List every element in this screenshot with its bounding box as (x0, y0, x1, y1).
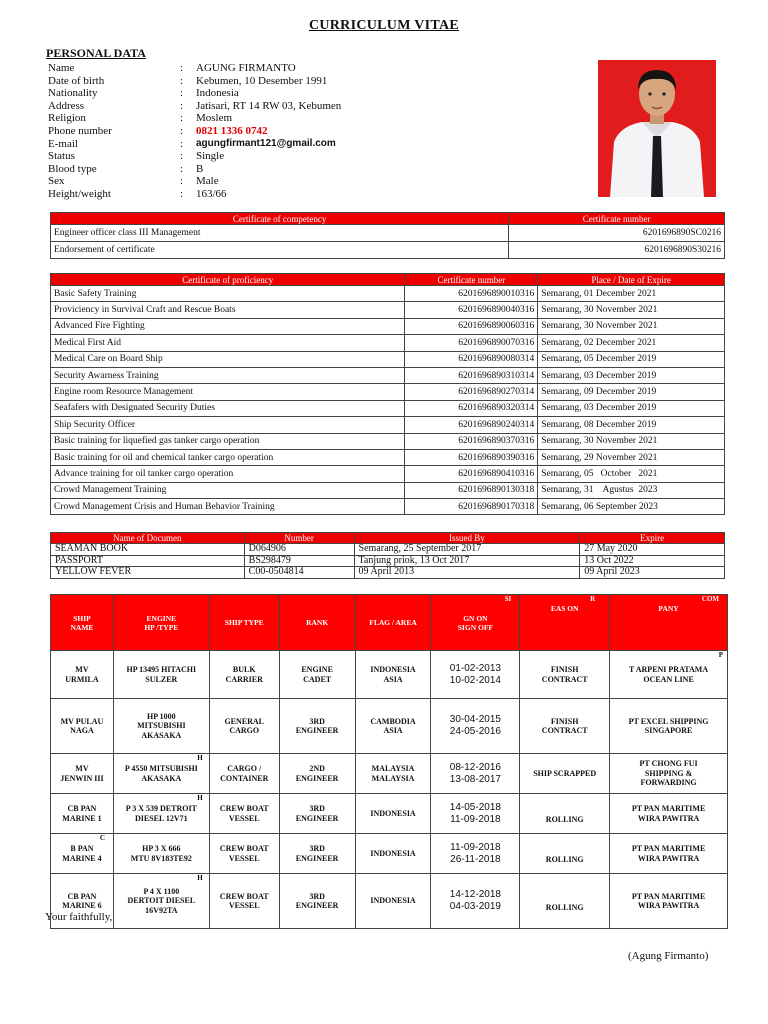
ship-type-cell (209, 794, 279, 834)
table-cell: Basic training for liquefied gas tanker cargo operation (51, 433, 405, 449)
company-cell (610, 651, 728, 699)
ship-name-cell (51, 754, 114, 794)
sign-on-date: 30-04-2015 (449, 714, 501, 725)
table-cell: 6201696890070316 (405, 335, 538, 351)
table-cell: 6201696890410316 (405, 466, 538, 482)
table-cell: Semarang, 31 Agustus 2023 (538, 482, 725, 498)
sign-on-date: 11-09-2018 (450, 841, 501, 853)
personal-row (48, 87, 341, 100)
documents-table (50, 532, 725, 579)
table-cell: Crowd Management Training (51, 482, 405, 498)
column-header: Expire (580, 533, 725, 544)
table-cell: Ship Security Officer (51, 417, 405, 433)
flag-area-cell (355, 651, 431, 699)
header-company (610, 595, 728, 651)
ship-name: B PAN MARINE 4 (62, 844, 102, 863)
table-cell: D064906 (244, 544, 354, 556)
flag-area: INDONESIA (370, 808, 416, 818)
header-company-label: PANY (658, 604, 679, 613)
table-cell: Engine room Resource Management (51, 384, 405, 400)
engine-type: P 4550 MITSUBISHI AKASAKA (124, 764, 198, 783)
table-cell: SEAMAN BOOK (51, 544, 245, 556)
company-cell (610, 834, 728, 874)
header-sign-label: GN ON SIGN OFF (457, 613, 493, 632)
table-cell: Semarang, 09 December 2019 (538, 384, 725, 400)
header-reason (520, 595, 610, 651)
table-row (51, 482, 725, 498)
engine-cell (113, 754, 209, 794)
sign-on-date: 08-12-2016 (449, 761, 501, 773)
table-cell: Engineer officer class III Management (51, 225, 509, 242)
table-cell: 09 April 2013 (354, 567, 580, 579)
sign-dates-cell (431, 834, 520, 874)
rank-cell (279, 834, 355, 874)
field-label: Nationality (48, 87, 98, 100)
personal-row (48, 112, 341, 125)
field-label: Height/weight (48, 187, 111, 200)
header-sign-fragment: SI (504, 595, 512, 603)
company-cell (610, 874, 728, 929)
table-cell: 6201696890080314 (405, 351, 538, 367)
field-colon: : (180, 175, 184, 188)
flag-area-cell (355, 874, 431, 929)
personal-row (48, 125, 341, 138)
signature-name: (Agung Firmanto) (628, 950, 709, 962)
table-cell: 6201696890390316 (405, 449, 538, 465)
ship-type: GENERAL CARGO (224, 716, 264, 735)
personal-data-list (48, 62, 341, 201)
proficiency-table (50, 273, 725, 515)
table-cell: Semarang, 25 September 2017 (354, 544, 580, 556)
field-colon: : (180, 62, 184, 74)
table-cell: Semarang, 05 October 2021 (538, 466, 725, 482)
table-cell: 6201696890240314 (405, 417, 538, 433)
sea-service-table (50, 594, 728, 929)
table-cell: Basic Safety Training (51, 286, 405, 302)
field-colon: : (180, 124, 184, 137)
ship-type-cell (209, 834, 279, 874)
rank: 3RD ENGINEER (295, 844, 339, 863)
personal-row (48, 138, 341, 151)
engine-type: HP 1000 MITSUBISHI AKASAKA (137, 711, 186, 740)
field-colon: : (180, 150, 184, 163)
column-header: Number (244, 533, 354, 544)
rank-cell (279, 651, 355, 699)
table-cell: 6201696890060316 (405, 318, 538, 334)
ship-name: MV PULAU NAGA (60, 716, 104, 735)
table-cell: Medical First Aid (51, 335, 405, 351)
closing-text: Your faithfully, (45, 911, 113, 923)
reason-cell (520, 754, 610, 794)
ship-type: CREW BOAT VESSEL (219, 891, 269, 910)
sign-off-date: 10-02-2014 (449, 674, 501, 686)
reason: FINISH CONTRACT (541, 716, 588, 735)
field-label: E-mail (48, 137, 78, 150)
table-cell: Security Awarness Training (51, 367, 405, 383)
table-cell: 6201696890270314 (405, 384, 538, 400)
header-flag-area: FLAG / AREA (355, 595, 431, 651)
table-cell: Semarang, 02 December 2021 (538, 335, 725, 351)
table-cell: 6201696890310314 (405, 367, 538, 383)
engine-cell (113, 874, 209, 929)
rank: 2ND ENGINEER (295, 764, 339, 783)
competency-table (50, 212, 725, 259)
header-company-fragment: COM (701, 595, 719, 603)
personal-row (48, 150, 341, 163)
rank-cell (279, 699, 355, 754)
table-cell: Semarang, 05 December 2019 (538, 351, 725, 367)
table-cell: PASSPORT (51, 555, 245, 567)
field-colon: : (180, 162, 184, 175)
field-value: Jatisari, RT 14 RW 03, Kebumen (196, 99, 342, 112)
table-cell: 27 May 2020 (580, 544, 725, 556)
sea-row (51, 754, 728, 794)
sea-row (51, 834, 728, 874)
reason-cell (520, 699, 610, 754)
reason: FINISH CONTRACT (541, 665, 588, 684)
table-cell: Semarang, 30 November 2021 (538, 302, 725, 318)
sign-off-date: 04-03-2019 (449, 901, 501, 912)
table-row (51, 335, 725, 351)
rank-cell (279, 874, 355, 929)
engine-type: HP 13495 HITACHI SULZER (126, 665, 197, 684)
flag-area: INDONESIA (370, 848, 416, 858)
field-label: Blood type (48, 162, 97, 175)
table-cell: Crowd Management Crisis and Human Behavior Training (51, 499, 405, 515)
table-cell: 6201696890130318 (405, 482, 538, 498)
sign-off-date: 26-11-2018 (450, 853, 501, 865)
engine-cell (113, 834, 209, 874)
engine-fragment: H (197, 874, 203, 882)
table-cell: Semarang, 08 December 2019 (538, 417, 725, 433)
flag-area: MALAYSIA MALAYSIA (371, 764, 415, 783)
table-row (51, 417, 725, 433)
flag-area: INDONESIA ASIA (370, 665, 416, 684)
table-cell: 09 April 2023 (580, 567, 725, 579)
table-row (51, 400, 725, 416)
company-cell (610, 754, 728, 794)
field-value: Kebumen, 10 Desember 1991 (196, 74, 328, 87)
sign-dates-cell (431, 699, 520, 754)
rank: 3RD ENGINEER (295, 716, 339, 735)
field-value: AGUNG FIRMANTO (196, 62, 296, 74)
table-row (51, 286, 725, 302)
table-cell: 6201696890SC0216 (509, 225, 725, 242)
field-label: Sex (48, 175, 65, 188)
sign-on-date: 01-02-2013 (449, 662, 501, 674)
table-cell: 6201696890320314 (405, 400, 538, 416)
table-cell: Semarang, 06 September 2023 (538, 499, 725, 515)
field-value: 0821 1336 0742 (196, 124, 268, 137)
sea-row (51, 794, 728, 834)
flag-area-cell (355, 834, 431, 874)
personal-row (48, 100, 341, 113)
table-cell: 6201696890170318 (405, 499, 538, 515)
header-engine: ENGINE HP /TYPE (113, 595, 209, 651)
column-header: Name of Documen (51, 533, 245, 544)
table-cell: Tanjung priok, 13 Oct 2017 (354, 555, 580, 567)
field-value: 163/66 (196, 187, 227, 200)
table-row (51, 449, 725, 465)
table-cell: 6201696890370316 (405, 433, 538, 449)
reason: ROLLING (545, 855, 584, 865)
person-portrait-icon (598, 60, 716, 197)
rank: 3RD ENGINEER (295, 891, 339, 910)
reason-cell (520, 794, 610, 834)
engine-fragment: H (197, 794, 203, 802)
sign-off-date: 13-08-2017 (449, 773, 501, 785)
reason: ROLLING (545, 815, 584, 825)
sign-dates-cell (431, 794, 520, 834)
column-header: Place / Date of Expire (538, 274, 725, 286)
table-cell: Semarang, 30 November 2021 (538, 318, 725, 334)
ship-name: CB PAN MARINE 6 (62, 891, 102, 910)
flag-area: INDONESIA (370, 896, 416, 906)
sign-dates-cell (431, 874, 520, 929)
ship-type: CREW BOAT VESSEL (219, 844, 269, 863)
table-row (51, 567, 725, 579)
field-value: Male (196, 175, 219, 188)
column-header: Certificate number (405, 274, 538, 286)
table-row (51, 225, 725, 242)
flag-area-cell (355, 754, 431, 794)
ship-name: CB PAN MARINE 1 (62, 804, 102, 823)
table-cell: 6201696890010316 (405, 286, 538, 302)
reason: ROLLING (545, 902, 584, 912)
ship-name-cell (51, 699, 114, 754)
personal-row (48, 188, 341, 201)
header-sign-on-off (431, 595, 520, 651)
ship-type: CREW BOAT VESSEL (219, 804, 269, 823)
personal-data-heading: PERSONAL DATA (46, 46, 146, 60)
engine-fragment: H (197, 754, 203, 762)
flag-area: CAMBODIA ASIA (370, 716, 416, 735)
ship-name-fragment: C (99, 834, 105, 842)
field-value: Indonesia (196, 87, 239, 100)
field-value: agungfirmant121@gmail.com (196, 137, 336, 149)
field-value: Moslem (196, 112, 233, 125)
field-colon: : (180, 112, 184, 125)
rank: ENGINE CADET (301, 665, 333, 684)
company: PT PAN MARITIME WIRA PAWITRA (631, 804, 706, 823)
sign-on-date: 14-12-2018 (449, 889, 501, 900)
company: PT CHONG FUI SHIPPING & FORWARDING (639, 759, 698, 788)
engine-cell (113, 651, 209, 699)
table-cell: Semarang, 03 December 2019 (538, 400, 725, 416)
engine-cell (113, 699, 209, 754)
sign-off-date: 24-05-2016 (449, 726, 501, 737)
field-label: Address (48, 99, 85, 112)
reason: SHIP SCRAPPED (533, 768, 597, 778)
company-cell (610, 794, 728, 834)
ship-type-cell (209, 754, 279, 794)
table-row (51, 384, 725, 400)
table-cell: YELLOW FEVER (51, 567, 245, 579)
field-label: Date of birth (48, 74, 105, 87)
profile-photo (598, 60, 716, 197)
table-row (51, 318, 725, 334)
table-row (51, 433, 725, 449)
ship-name-cell (51, 794, 114, 834)
field-label: Religion (48, 112, 86, 125)
sign-on-date: 14-05-2018 (449, 801, 501, 813)
engine-cell (113, 794, 209, 834)
engine-type: P 3 X 539 DETROIT DIESEL 12V71 (125, 804, 197, 823)
reason-cell (520, 874, 610, 929)
table-cell: 13 Oct 2022 (580, 555, 725, 567)
table-cell: C00-0504814 (244, 567, 354, 579)
header-rank: RANK (279, 595, 355, 651)
header-reason-label: EAS ON (550, 604, 579, 613)
table-row (51, 367, 725, 383)
sea-row (51, 699, 728, 754)
ship-name-cell (51, 834, 114, 874)
ship-name: MV JENWIN III (60, 764, 104, 783)
table-row (51, 242, 725, 259)
header-reason-fragment: R (590, 595, 596, 603)
engine-type: P 4 X 1100 DERTOIT DIESEL 16V92TA (127, 886, 196, 915)
field-colon: : (180, 99, 184, 112)
table-cell: Advance training for oil tanker cargo operation (51, 466, 405, 482)
field-colon: : (180, 187, 184, 200)
sign-dates-cell (431, 651, 520, 699)
company: PT PAN MARITIME WIRA PAWITRA (631, 844, 706, 863)
table-cell: Endorsement of certificate (51, 242, 509, 259)
document-title: CURRICULUM VITAE (308, 18, 460, 33)
company-fragment: P (718, 651, 723, 659)
flag-area-cell (355, 794, 431, 834)
company-cell (610, 699, 728, 754)
table-cell: 6201696890040316 (405, 302, 538, 318)
ship-type-cell (209, 699, 279, 754)
rank-cell (279, 794, 355, 834)
table-cell: Semarang, 01 December 2021 (538, 286, 725, 302)
personal-row (48, 163, 341, 176)
table-cell: Advanced Fire Fighting (51, 318, 405, 334)
field-colon: : (180, 74, 184, 87)
personal-row (48, 175, 341, 188)
personal-row (48, 62, 341, 75)
engine-type: HP 3 X 666 MTU 8V183TE92 (130, 844, 192, 863)
flag-area-cell (355, 699, 431, 754)
column-header: Issued By (354, 533, 580, 544)
ship-type-cell (209, 651, 279, 699)
rank: 3RD ENGINEER (295, 804, 339, 823)
personal-row (48, 75, 341, 88)
sign-dates-cell (431, 754, 520, 794)
ship-name: MV URMILA (65, 665, 99, 684)
table-row (51, 499, 725, 515)
field-label: Phone number (48, 124, 112, 137)
table-cell: Medical Care on Board Ship (51, 351, 405, 367)
sea-row (51, 651, 728, 699)
table-cell: 6201696890S30216 (509, 242, 725, 259)
company: T ARPENI PRATAMA OCEAN LINE (629, 665, 709, 684)
table-row (51, 466, 725, 482)
field-colon: : (180, 137, 184, 150)
table-cell: Semarang, 30 November 2021 (538, 433, 725, 449)
table-cell: BS298479 (244, 555, 354, 567)
table-row (51, 302, 725, 318)
reason-cell (520, 651, 610, 699)
field-label: Status (48, 150, 75, 163)
field-value: B (196, 162, 204, 175)
table-row (51, 555, 725, 567)
field-value: Single (196, 150, 225, 163)
field-colon: : (180, 87, 184, 100)
header-ship-type: SHIP TYPE (209, 595, 279, 651)
column-header: Certificate of competency (51, 213, 509, 225)
ship-type: CARGO / CONTAINER (220, 764, 269, 783)
table-row (51, 544, 725, 556)
sign-off-date: 11-09-2018 (450, 813, 501, 825)
column-header: Certificate number (509, 213, 725, 225)
table-row (51, 351, 725, 367)
table-cell: Seafafers with Designated Security Duties (51, 400, 405, 416)
ship-type: BULK CARRIER (225, 665, 263, 684)
header-ship-name: SHIP NAME (51, 595, 114, 651)
company: PT EXCEL SHIPPING SINGAPORE (628, 716, 709, 735)
table-cell: Semarang, 29 November 2021 (538, 449, 725, 465)
company: PT PAN MARITIME WIRA PAWITRA (631, 891, 706, 910)
ship-type-cell (209, 874, 279, 929)
table-cell: Semarang, 03 December 2019 (538, 367, 725, 383)
rank-cell (279, 754, 355, 794)
column-header: Certificate of proficiency (51, 274, 405, 286)
ship-name-cell (51, 651, 114, 699)
sea-row (51, 874, 728, 929)
table-cell: Basic training for oil and chemical tanker cargo operation (51, 449, 405, 465)
reason-cell (520, 834, 610, 874)
table-cell: Proviciency in Survival Craft and Rescue Boats (51, 302, 405, 318)
field-label: Name (48, 62, 75, 74)
